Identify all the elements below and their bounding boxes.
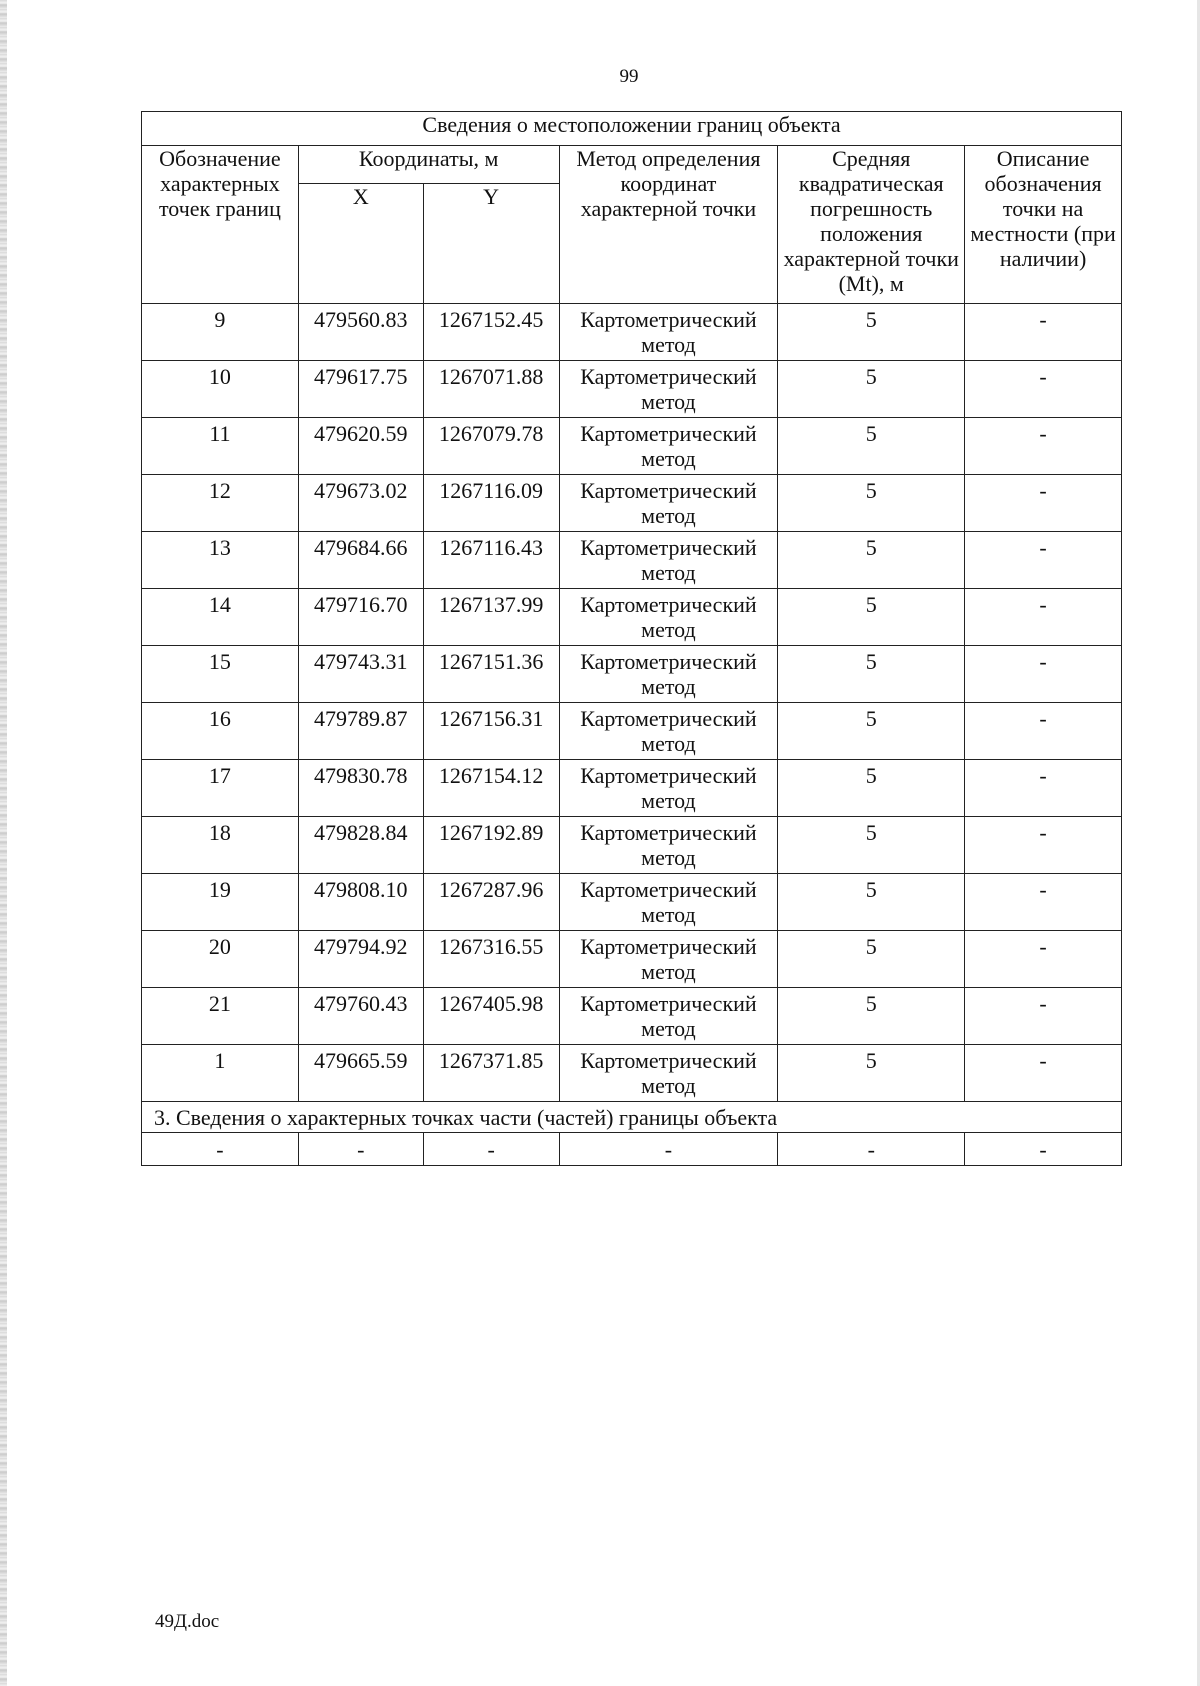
cell-x: 479789.87: [298, 703, 423, 760]
cell-x: 479760.43: [298, 988, 423, 1045]
cell-y: 1267371.85: [423, 1045, 559, 1102]
cell-description: -: [965, 703, 1122, 760]
cell-point: 19: [142, 874, 299, 931]
table-row: [142, 874, 1122, 931]
cell-description: -: [965, 532, 1122, 589]
cell-method: Картометрический метод: [559, 418, 778, 475]
cell-error: 5: [778, 988, 965, 1045]
cell-x: 479620.59: [298, 418, 423, 475]
cell-method: Картометрический метод: [559, 703, 778, 760]
cell-error: 5: [778, 760, 965, 817]
cell-description: -: [965, 760, 1122, 817]
cell-point: 18: [142, 817, 299, 874]
cell-point: 20: [142, 931, 299, 988]
cell-description: -: [965, 874, 1122, 931]
section-3-row: [142, 1102, 1122, 1133]
cell-description: -: [965, 1045, 1122, 1102]
cell-point: 21: [142, 988, 299, 1045]
cell-method: Картометрический метод: [559, 817, 778, 874]
cell-error: 5: [778, 703, 965, 760]
cell-x: 479617.75: [298, 361, 423, 418]
table-row: [142, 703, 1122, 760]
table-row: [142, 931, 1122, 988]
cell-error: 5: [778, 304, 965, 361]
cell-x: 479794.92: [298, 931, 423, 988]
cell-method: Картометрический метод: [559, 760, 778, 817]
cell-point: 1: [142, 1045, 299, 1102]
table-row: [142, 1045, 1122, 1102]
header-method: Метод определения координат характерной точки: [559, 146, 778, 304]
cell-method: Картометрический метод: [559, 646, 778, 703]
cell-description: -: [965, 418, 1122, 475]
cell-method: Картометрический метод: [559, 931, 778, 988]
header-y: Y: [423, 184, 559, 304]
cell-error: 5: [778, 874, 965, 931]
cell-x: 479673.02: [298, 475, 423, 532]
cell-x: 479743.31: [298, 646, 423, 703]
scan-edge-left: [0, 0, 7, 1686]
cell-description: -: [965, 361, 1122, 418]
cell-y: 1267152.45: [423, 304, 559, 361]
cell-method: Картометрический метод: [559, 304, 778, 361]
cell-y: 1267316.55: [423, 931, 559, 988]
header-coordinates: Координаты, м: [298, 146, 559, 184]
cell-error: 5: [778, 646, 965, 703]
cell-empty: -: [142, 1133, 299, 1166]
cell-method: Картометрический метод: [559, 589, 778, 646]
section-3-title: 3. Сведения о характерных точках части (частей) границы объекта: [142, 1102, 1122, 1133]
cell-description: -: [965, 304, 1122, 361]
cell-point: 13: [142, 532, 299, 589]
cell-method: Картометрический метод: [559, 874, 778, 931]
table-row: [142, 361, 1122, 418]
boundary-coordinates-table: [141, 111, 1122, 1166]
cell-point: 10: [142, 361, 299, 418]
cell-description: -: [965, 988, 1122, 1045]
cell-description: -: [965, 646, 1122, 703]
table-row: [142, 532, 1122, 589]
table-row: [142, 760, 1122, 817]
cell-point: 14: [142, 589, 299, 646]
cell-description: -: [965, 475, 1122, 532]
cell-method: Картометрический метод: [559, 475, 778, 532]
cell-y: 1267116.09: [423, 475, 559, 532]
header-point: Обозначение характерных точек границ: [142, 146, 299, 304]
table-title: Сведения о местоположении границ объекта: [142, 112, 1122, 146]
cell-y: 1267154.12: [423, 760, 559, 817]
cell-y: 1267071.88: [423, 361, 559, 418]
cell-x: 479828.84: [298, 817, 423, 874]
cell-error: 5: [778, 475, 965, 532]
cell-y: 1267137.99: [423, 589, 559, 646]
cell-y: 1267287.96: [423, 874, 559, 931]
footer-filename: 49Д.doc: [155, 1611, 220, 1632]
cell-y: 1267079.78: [423, 418, 559, 475]
table-row: [142, 304, 1122, 361]
cell-point: 12: [142, 475, 299, 532]
cell-empty: -: [423, 1133, 559, 1166]
cell-empty: -: [559, 1133, 778, 1166]
cell-empty: -: [965, 1133, 1122, 1166]
table-row: [142, 589, 1122, 646]
cell-point: 17: [142, 760, 299, 817]
cell-y: 1267156.31: [423, 703, 559, 760]
page-number: 99: [619, 66, 639, 87]
header-error: Средняя квадратическая погрешность положения характерной точки (Mt), м: [778, 146, 965, 304]
cell-error: 5: [778, 1045, 965, 1102]
cell-x: 479665.59: [298, 1045, 423, 1102]
table-row: [142, 646, 1122, 703]
cell-y: 1267405.98: [423, 988, 559, 1045]
cell-y: 1267151.36: [423, 646, 559, 703]
cell-y: 1267192.89: [423, 817, 559, 874]
cell-description: -: [965, 589, 1122, 646]
cell-y: 1267116.43: [423, 532, 559, 589]
cell-method: Картометрический метод: [559, 532, 778, 589]
cell-description: -: [965, 817, 1122, 874]
cell-description: -: [965, 931, 1122, 988]
cell-error: 5: [778, 532, 965, 589]
header-description: Описание обозначения точки на местности (при наличии): [965, 146, 1122, 304]
table-row: [142, 418, 1122, 475]
cell-x: 479808.10: [298, 874, 423, 931]
cell-error: 5: [778, 817, 965, 874]
table-row: [142, 817, 1122, 874]
cell-error: 5: [778, 418, 965, 475]
cell-x: 479560.83: [298, 304, 423, 361]
section-3-empty-row: [142, 1133, 1122, 1166]
cell-error: 5: [778, 931, 965, 988]
cell-method: Картометрический метод: [559, 1045, 778, 1102]
header-x: X: [298, 184, 423, 304]
table-row: [142, 988, 1122, 1045]
cell-point: 16: [142, 703, 299, 760]
cell-empty: -: [298, 1133, 423, 1166]
cell-point: 9: [142, 304, 299, 361]
cell-method: Картометрический метод: [559, 988, 778, 1045]
cell-point: 15: [142, 646, 299, 703]
cell-point: 11: [142, 418, 299, 475]
cell-error: 5: [778, 589, 965, 646]
cell-x: 479684.66: [298, 532, 423, 589]
cell-empty: -: [778, 1133, 965, 1166]
table-row: [142, 475, 1122, 532]
cell-error: 5: [778, 361, 965, 418]
cell-x: 479716.70: [298, 589, 423, 646]
cell-x: 479830.78: [298, 760, 423, 817]
cell-method: Картометрический метод: [559, 361, 778, 418]
